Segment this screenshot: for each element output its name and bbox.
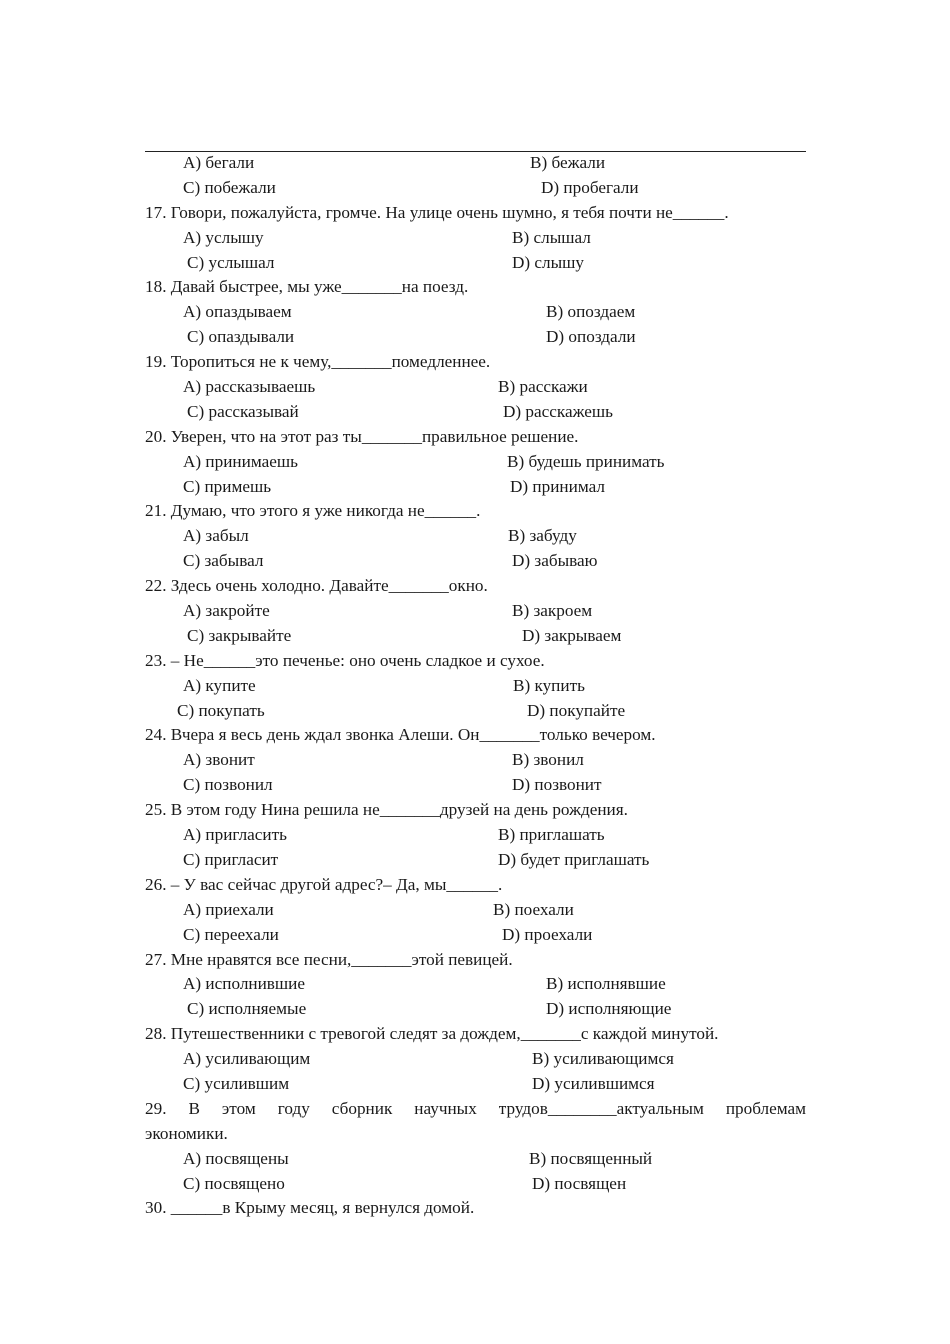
answer-option: C) переехали <box>183 924 279 944</box>
answer-option: B) усиливающимся <box>532 1049 674 1069</box>
answer-options-row <box>145 599 806 624</box>
answer-option: D) усилившимся <box>532 1073 655 1093</box>
answer-option: C) посвящено <box>183 1173 285 1193</box>
answer-options-row <box>145 699 806 724</box>
answer-option: B) исполнявшие <box>546 974 666 994</box>
answer-option: C) закрывайте <box>187 625 292 645</box>
answer-option: D) покупайте <box>527 700 626 720</box>
answer-option: D) забываю <box>512 551 598 571</box>
answer-options-row <box>145 848 806 873</box>
answer-option: B) опоздаем <box>546 302 636 322</box>
question-text: 22. Здесь очень холодно. Давайте_______окно. <box>145 576 488 596</box>
answer-option: A) бегали <box>183 153 255 172</box>
answer-option: D) закрываем <box>522 625 622 645</box>
answer-option: A) посвящены <box>183 1148 289 1168</box>
answer-option: D) слышу <box>512 252 585 272</box>
answer-option: C) пригласит <box>183 849 279 869</box>
answer-option: A) услышу <box>183 227 264 247</box>
question-text: 23. – Не______это печенье: оно очень сладкое и сухое. <box>145 650 545 670</box>
answer-option: A) принимаешь <box>183 451 298 471</box>
answer-options-row <box>145 674 806 699</box>
question-text: экономики. <box>145 1123 228 1143</box>
answer-option: D) проехали <box>502 924 593 944</box>
answer-option: A) закройте <box>183 601 270 621</box>
answer-option: B) поехали <box>493 899 574 919</box>
question-text: 28. Путешественники с тревогой следят за дождем,_______с каждой минутой. <box>145 1024 719 1044</box>
question-text: 17. Говори, пожалуйста, громче. На улице очень шумно, я тебя почти не______. <box>145 202 729 222</box>
answer-option: D) расскажешь <box>503 401 613 421</box>
answer-option: C) примешь <box>183 476 272 496</box>
question-text: 24. Вчера я весь день ждал звонка Алеши. Он_______только вечером. <box>145 725 656 745</box>
answer-options-row <box>145 251 806 276</box>
answer-options-row <box>145 823 806 848</box>
answer-option: C) исполняемые <box>187 999 307 1019</box>
question-text: 19. Торопиться не к чему,_______помедленнее. <box>145 352 491 372</box>
answer-option: C) рассказывай <box>187 401 299 421</box>
answer-option: A) приехали <box>183 899 274 919</box>
answer-options-row <box>145 1072 806 1097</box>
answer-option: C) услышал <box>187 252 275 272</box>
answer-options-row <box>145 748 806 773</box>
answer-option: B) будешь принимать <box>507 451 665 471</box>
answer-option: B) посвященный <box>529 1148 653 1168</box>
answer-options-row <box>145 176 806 201</box>
answer-options-row <box>145 1147 806 1172</box>
answer-option: A) звонит <box>183 750 255 770</box>
answer-option: C) опаздывали <box>187 327 295 347</box>
answer-option: C) покупать <box>177 700 265 720</box>
answer-options-row <box>145 1047 806 1072</box>
answer-option: B) приглашать <box>498 825 605 845</box>
answer-options-row <box>145 375 806 400</box>
answer-options-row <box>145 972 806 997</box>
answer-option: B) звонил <box>512 750 584 770</box>
answer-options-row <box>145 151 806 176</box>
answer-option: B) закроем <box>512 601 593 621</box>
answer-options-row <box>145 325 806 350</box>
answer-option: D) исполняющие <box>546 999 672 1019</box>
question-text: 25. В этом году Нина решила не_______друзей на день рождения. <box>145 800 628 820</box>
answer-options-row <box>145 1172 806 1197</box>
answer-option: D) будет приглашать <box>498 849 650 869</box>
answer-option: B) слышал <box>512 227 591 247</box>
question-list <box>145 151 806 1221</box>
answer-option: D) опоздали <box>546 327 636 347</box>
answer-options-row <box>145 400 806 425</box>
answer-options-row <box>145 997 806 1022</box>
question-text: 21. Думаю, что этого я уже никогда не______. <box>145 501 481 521</box>
answer-options-row <box>145 923 806 948</box>
answer-option: A) опаздываем <box>183 302 292 322</box>
answer-option: A) купите <box>183 675 256 695</box>
question-text: 27. Мне нравятся все песни,_______этой певицей. <box>145 949 513 969</box>
answer-option: A) забыл <box>183 526 249 546</box>
answer-options-row <box>145 524 806 549</box>
answer-option: C) позвонил <box>183 775 273 795</box>
answer-option: B) забуду <box>508 526 577 546</box>
answer-options-row <box>145 773 806 798</box>
answer-options-row <box>145 549 806 574</box>
answer-option: D) позвонит <box>512 775 602 795</box>
question-text: 26. – У вас сейчас другой адрес?– Да, мы______. <box>145 874 503 894</box>
answer-option: A) усиливающим <box>183 1049 311 1069</box>
answer-option: A) пригласить <box>183 825 287 845</box>
answer-options-row <box>145 450 806 475</box>
question-text: 20. Уверен, что на этот раз ты_______правильное решение. <box>145 426 579 446</box>
answer-option: B) бежали <box>530 153 606 172</box>
answer-options-row <box>145 624 806 649</box>
answer-option: D) пробегали <box>541 177 639 197</box>
answer-option: A) исполнившие <box>183 974 305 994</box>
question-text: 30. ______в Крыму месяц, я вернулся домой. <box>145 1198 475 1218</box>
answer-options-row <box>145 300 806 325</box>
answer-option: D) посвящен <box>532 1173 627 1193</box>
answer-option: C) побежали <box>183 177 276 197</box>
question-text: 18. Давай быстрее, мы уже_______на поезд. <box>145 277 469 297</box>
answer-option: C) усилившим <box>183 1073 290 1093</box>
answer-option: C) забывал <box>183 551 264 571</box>
answer-options-row <box>145 475 806 500</box>
question-text: 29. В этом году сборник научных трудов________актуальным проблемам <box>145 1098 806 1118</box>
answer-option: D) принимал <box>510 476 605 496</box>
answer-option: B) расскажи <box>498 377 588 397</box>
answer-option: B) купить <box>513 675 585 695</box>
answer-option: A) рассказываешь <box>183 377 316 397</box>
answer-options-row <box>145 226 806 251</box>
answer-options-row <box>145 898 806 923</box>
